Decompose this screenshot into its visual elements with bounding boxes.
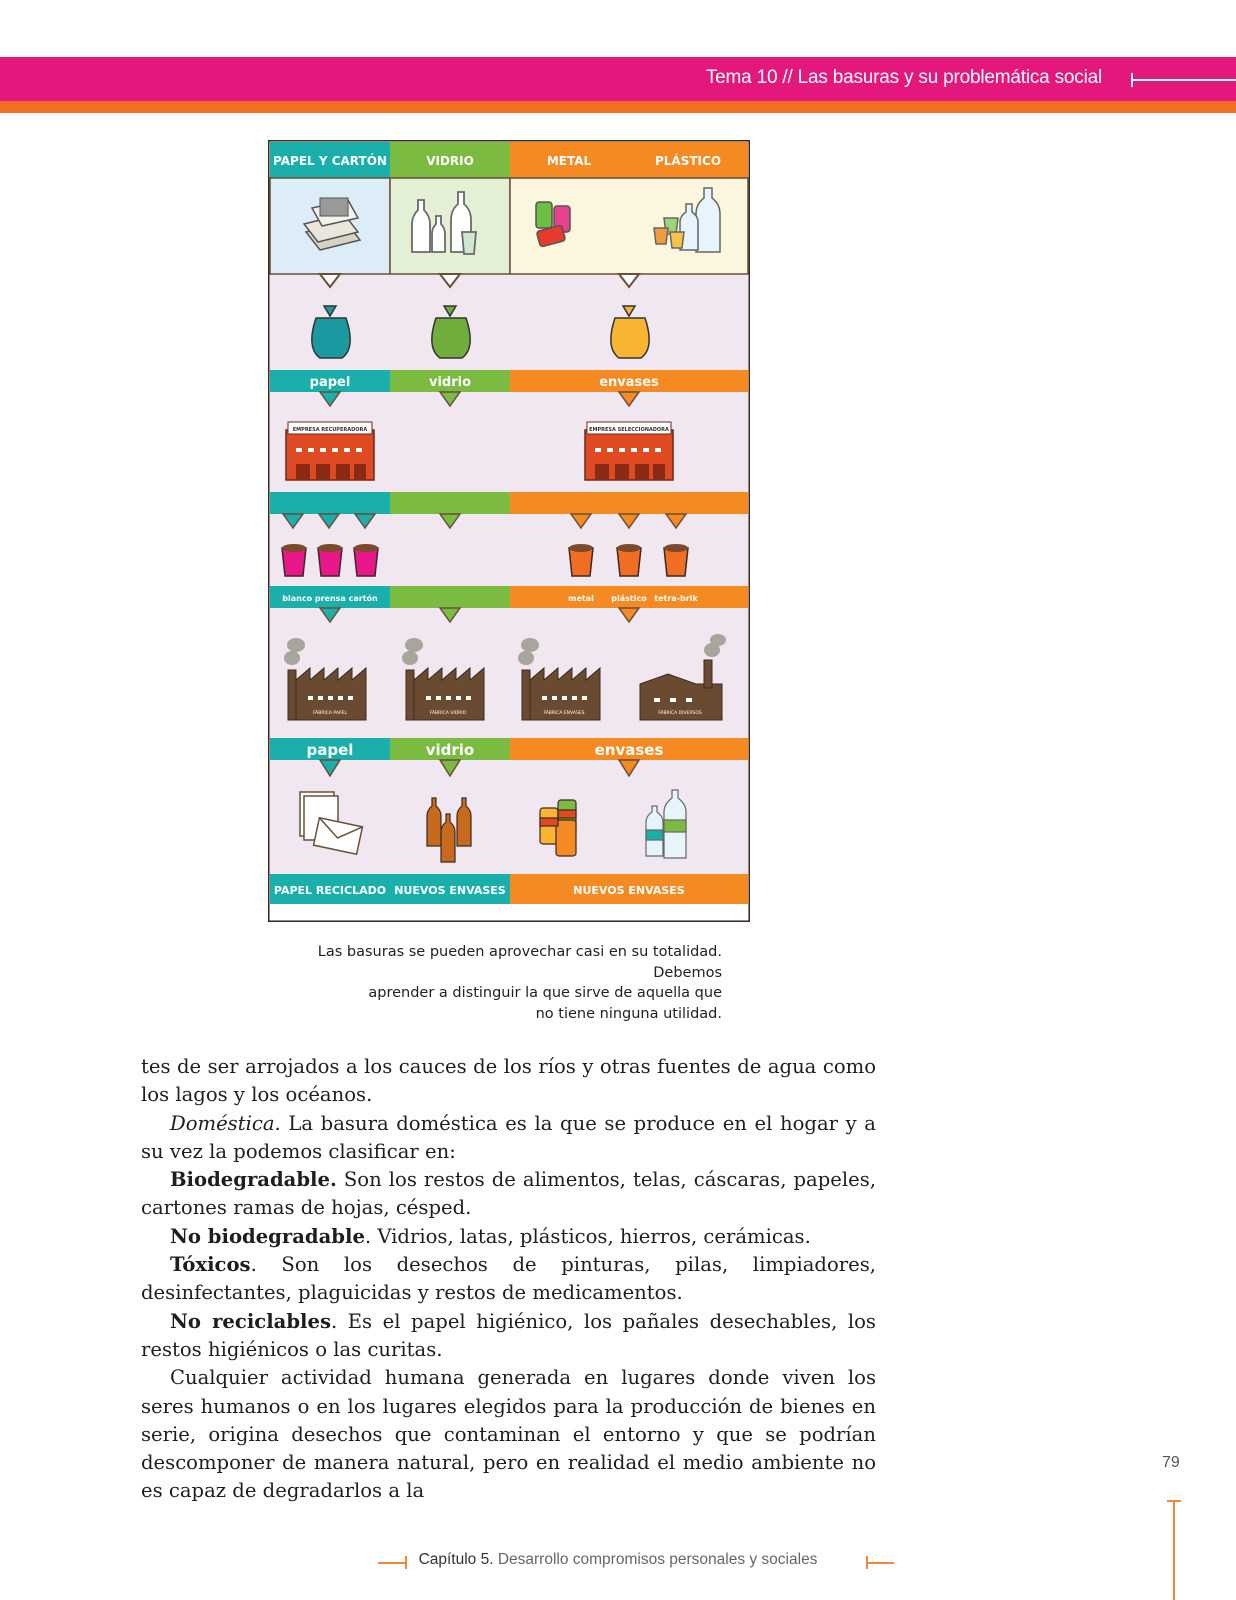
band3-tetrabrik: tetra-brik [654,594,698,603]
column-header-metal: METAL [546,154,592,168]
factory-label-containers: FÁBRICA ENVASES [543,711,585,716]
paragraph-7: Cualquier actividad humana generada en lugares donde viven los seres humanos o en los lugares elegidos para la producción de bienes en serie, origina desechos que contaminan el entorno y que se podrían descomponer de manera natural, pero en realidad el medio ambiente no es capaz de degradarlos a la [141,1366,876,1503]
recycling-infographic [268,140,750,922]
paragraph-domestica: Doméstica. La basura doméstica es la que se produce en el hogar y a su vez la podemos clasificar en: [141,1111,876,1163]
container-bins-icon [569,548,688,576]
label-no-reciclables: No reciclables [170,1309,331,1333]
caption-line-2: aprender a distinguir la que sirve de aquella que [368,985,722,1001]
side-rule [1173,1500,1175,1600]
column-header-paper: PAPEL Y CARTÓN [273,154,387,168]
paragraph-toxicos: Tóxicos. Son los desechos de pinturas, pilas, limpiadores, desinfectantes, plaguicidas y restos de medicamentos. [141,1253,876,1305]
header-rule-tick [1131,73,1133,87]
factory-label-paper: FÁBRICA PAPEL [312,711,348,716]
band4-glass: vidrio [425,741,475,759]
bottom-recycled-paper: PAPEL RECICLADO [273,884,387,897]
body-text [141,1053,876,1506]
caption-line-1: Las basuras se pueden aprovechar casi en su totalidad. Debemos [317,944,722,981]
chapter-title: Desarrollo compromisos personales y sociales [493,1551,818,1568]
bottom-new-containers-2: NUEVOS ENVASES [573,884,685,897]
recovery-company-building-icon [286,422,374,480]
band1-paper: papel [309,375,351,390]
paragraph-no-biodegradable: No biodegradable. Vidrios, latas, plásticos, hierros, cerámicas. [170,1224,811,1248]
factory-label-glass: FÁBRICA VIDRIO [429,711,467,716]
band1-glass: vidrio [428,375,472,390]
paragraph-no-reciclables: No reciclables. Es el papel higiénico, los pañales desechables, los restos higiénicos o las curitas. [141,1309,876,1361]
paragraph-biodegradable: Biodegradable. Son los restos de alimentos, telas, cáscaras, papeles, cartones ramas de hojas, césped. [141,1168,876,1220]
page-number: 79 [1162,1454,1180,1471]
band1-containers: envases [599,375,659,390]
paper-bins-icon [282,548,378,576]
running-header-title: Tema 10 // Las basuras y su problemática social [705,67,1102,88]
column-header-glass: VIDRIO [426,154,474,168]
band3-metal: metal [568,594,594,603]
band3-paper-types: blanco prensa cartón [282,594,378,603]
figure-caption [260,942,722,1024]
bottom-new-containers-1: NUEVOS ENVASES [394,884,506,897]
label-domestica: Doméstica. [170,1111,281,1135]
chapter-number: Capítulo 5. [418,1551,494,1568]
header-rule [1132,79,1236,81]
sorting-company-sign: EMPRESA SELECCIONADORA [589,427,669,433]
factory-label-various: FÁBRICA DIVERSOS [658,711,702,716]
recovery-company-sign: EMPRESA RECUPERADORA [292,427,368,433]
band4-containers: envases [594,741,664,759]
side-rule-tick [1167,1500,1181,1502]
footer [0,1551,1236,1569]
label-biodegradable: Biodegradable. [170,1168,337,1192]
column-header-plastic: PLÁSTICO [654,154,722,168]
label-toxicos: Tóxicos [170,1253,251,1277]
caption-line-3: no tiene ninguna utilidad. [535,1005,722,1022]
sorting-company-building-icon [585,422,673,480]
band3-plastic: plástico [611,594,647,603]
label-no-biodegradable: No biodegradable [170,1224,365,1248]
paragraph-1: tes de ser arrojados a los cauces de los ríos y otras fuentes de agua como los lagos y los océanos. [141,1055,876,1107]
band4-paper: papel [306,741,354,759]
header-orange-stripe [0,101,1236,113]
